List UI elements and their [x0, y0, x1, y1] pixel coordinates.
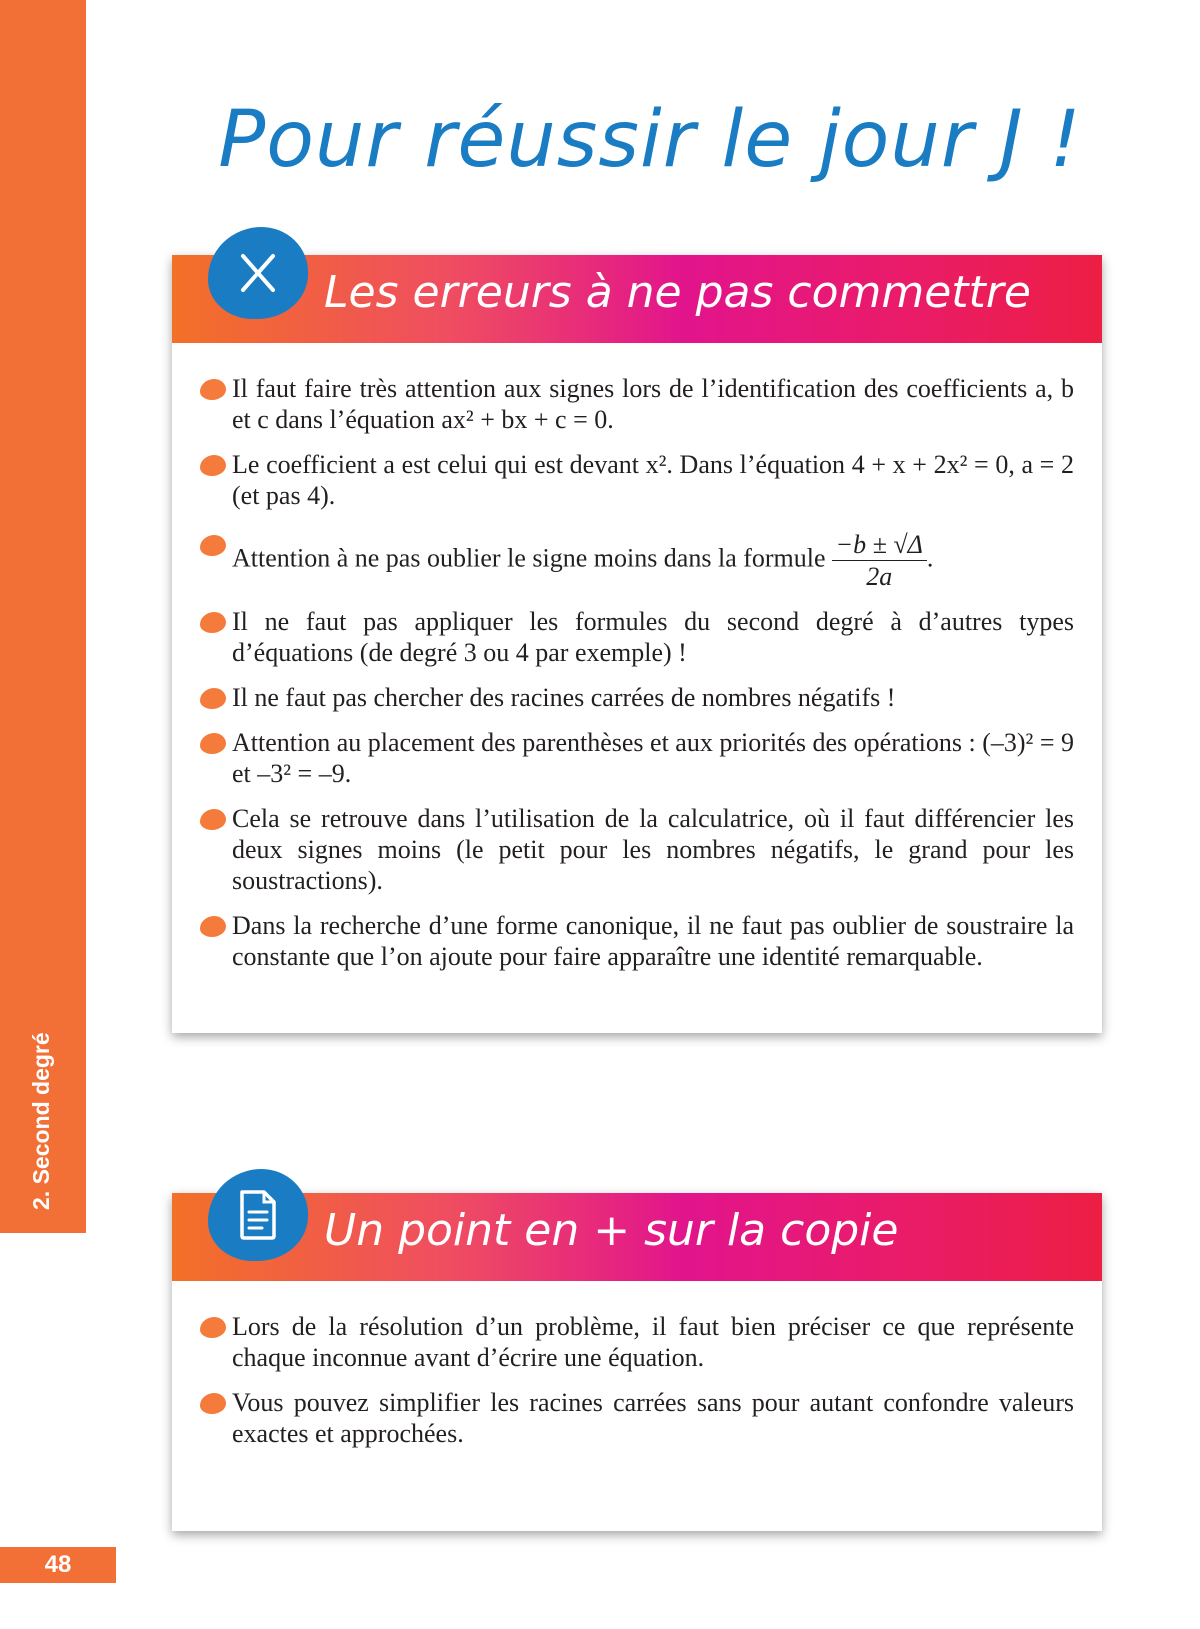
errors-card-title: Les erreurs à ne pas commettre	[324, 267, 1031, 318]
bullet-icon	[200, 916, 226, 937]
bullet-icon	[200, 1317, 226, 1338]
chapter-label: 2. Second degré	[28, 1032, 54, 1210]
page-number: 48	[0, 1547, 116, 1583]
quadratic-formula: $\frac{-b \pm √\Delta}{2a}$	[832, 529, 927, 592]
document-icon	[208, 1169, 308, 1261]
copy-tips-card	[172, 1193, 1102, 1531]
bullet-icon	[200, 688, 226, 709]
x-mark-icon	[208, 227, 308, 319]
bullet-icon	[200, 455, 226, 476]
list-item: Lors de la résolution d’un problème, il faut bien préciser ce que représente chaque inconnue avant d’écrire une équation.	[200, 1311, 1074, 1373]
errors-card	[172, 255, 1102, 1033]
list-item: Il ne faut pas appliquer les formules du second degré à d’autres types d’équations (de degré 3 ou 4 par exemple) !	[200, 606, 1074, 668]
errors-card-header	[172, 255, 1102, 343]
copy-tips-card-header	[172, 1193, 1102, 1281]
list-item: Il faut faire très attention aux signes lors de l’identification des coefficients a, b et c dans l’équation ax² + bx + c = 0.	[200, 373, 1074, 435]
list-item: Attention à ne pas oublier le signe moins dans la formule $\frac{-b \pm √\Delta}{2a}$ .	[200, 529, 1074, 592]
page-title: Pour réussir le jour J !	[218, 95, 1082, 185]
bullet-icon	[200, 535, 226, 556]
list-item: Attention au placement des parenthèses et aux priorités des opérations : (–3)² = 9 et –3² = –9.	[200, 727, 1074, 789]
list-item: Cela se retrouve dans l’utilisation de la calculatrice, où il faut différencier les deux signes moins (le petit pour les nombres négatifs, le grand pour les soustractions).	[200, 803, 1074, 896]
errors-list	[172, 343, 1102, 972]
bullet-icon	[200, 809, 226, 830]
bullet-icon	[200, 1393, 226, 1414]
bullet-icon	[200, 612, 226, 633]
copy-tips-card-title: Un point en + sur la copie	[324, 1205, 899, 1256]
bullet-icon	[200, 733, 226, 754]
bullet-icon	[200, 379, 226, 400]
copy-tips-list	[172, 1281, 1102, 1449]
list-item: Vous pouvez simplifier les racines carrées sans pour autant confondre valeurs exactes et approchées.	[200, 1387, 1074, 1449]
list-item: Dans la recherche d’une forme canonique, il ne faut pas oublier de soustraire la constante que l’on ajoute pour faire apparaître une identité remarquable.	[200, 910, 1074, 972]
list-item: Le coefficient a est celui qui est devant x². Dans l’équation 4 + x + 2x² = 0, a = 2 (et pas 4).	[200, 449, 1074, 511]
list-item: Il ne faut pas chercher des racines carrées de nombres négatifs !	[200, 682, 1074, 713]
